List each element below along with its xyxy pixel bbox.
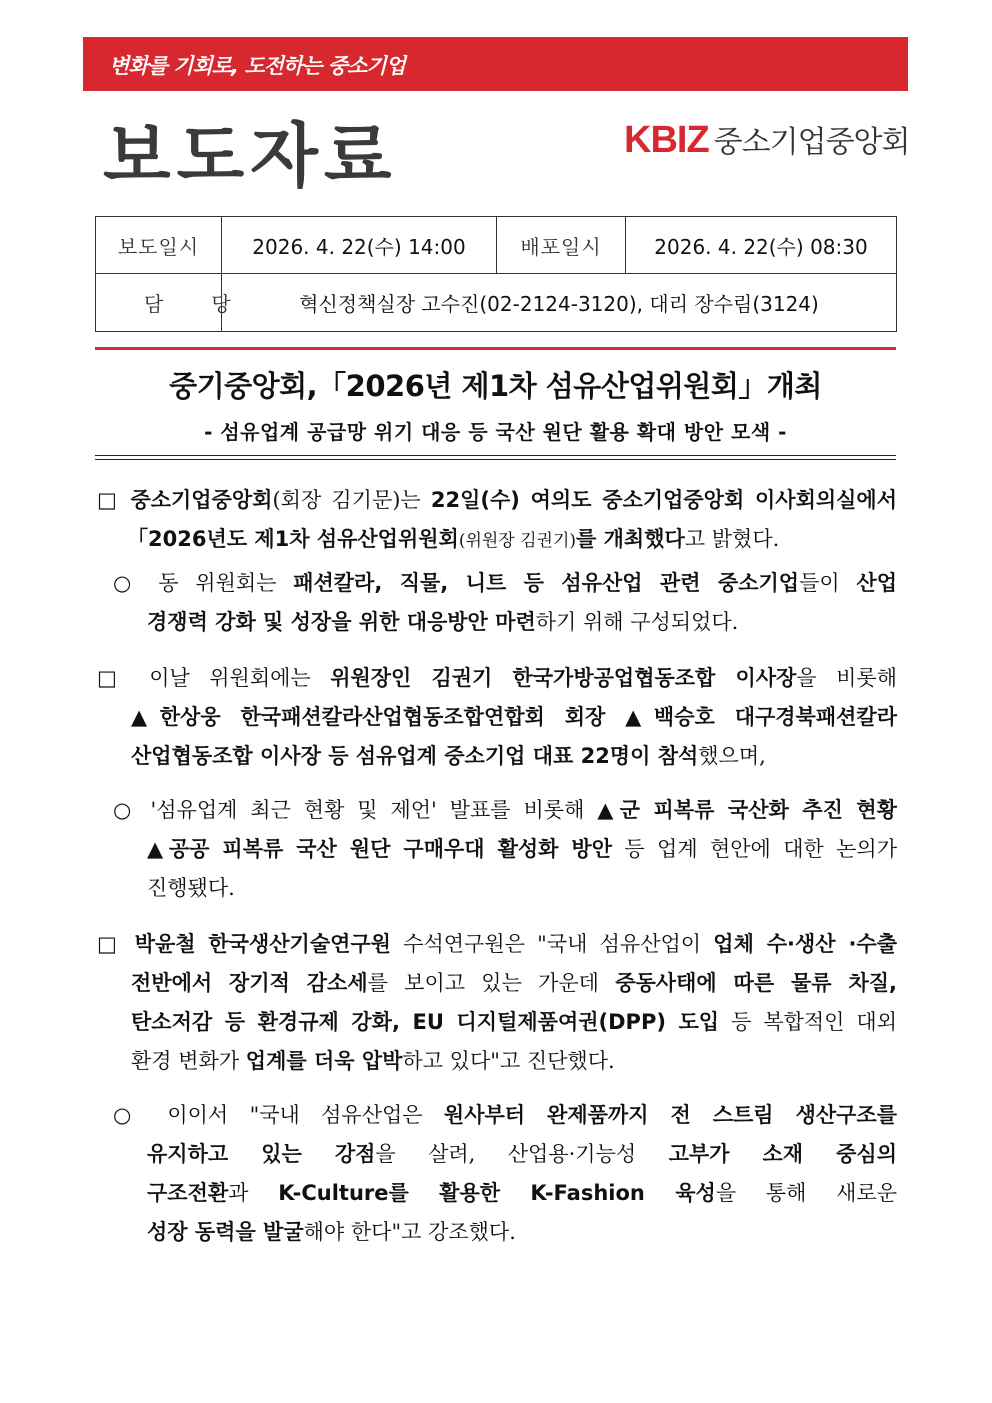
paragraph-line <box>113 564 897 603</box>
text-bold: 탄소저감 등 환경규제 강화, EU 디지털제품여권(DPP) 도입 <box>131 1010 720 1034</box>
contact-label: 담당 <box>96 274 222 332</box>
text: 을 통해 새로운 <box>715 1181 897 1205</box>
text: 고 밝혔다. <box>684 527 780 551</box>
paragraph-line <box>113 1213 897 1252</box>
text: 등 업계 현안에 대한 논의가 <box>612 837 897 861</box>
paragraph-6 <box>113 1096 897 1252</box>
text-bold: 산업 <box>856 571 897 595</box>
distribution-date-label: 배포일시 <box>497 217 626 274</box>
paragraph-line <box>97 520 897 559</box>
text-bold: 중소기업중앙회 <box>130 488 273 512</box>
text-bold: 경쟁력 강화 및 성장을 위한 대응방안 마련 <box>147 610 536 634</box>
title-top-rule <box>95 347 896 350</box>
paragraph-line <box>113 1135 897 1174</box>
paragraph-line <box>97 964 897 1003</box>
text-bold: 업체 수·생산 ·수출 <box>713 932 897 956</box>
logo-name: 중소기업중앙회 <box>713 125 910 160</box>
text-bold: 패션칼라, 직물, 니트 등 섬유산업 관련 중소기업 <box>293 571 800 595</box>
text-bold: ▲한상웅 한국패션칼라산업협동조합연합회 회장 ▲백승호 대구경북패션칼라 <box>131 705 897 729</box>
text: 을 살려, 산업용·기능성 <box>375 1142 669 1166</box>
text: '섬유업계 최근 현황 및 제언' 발표를 비롯해 <box>150 798 598 822</box>
text-bold: ▲공공 피복류 국산 원단 구매우대 활성화 방안 <box>147 837 613 861</box>
circle-bullet: ○ <box>113 1103 146 1127</box>
text: 수석연구원은 "국내 섬유산업이 <box>390 932 714 956</box>
text: 를 보이고 있는 가운데 <box>367 971 616 995</box>
text: (회장 김기문)는 <box>272 488 431 512</box>
release-date-label: 보도일시 <box>96 217 222 274</box>
release-info-table <box>95 216 897 332</box>
logo-mark: KBIZ <box>624 119 709 161</box>
text: (위원장 김권기) <box>458 531 577 551</box>
title-bottom-rule <box>95 455 896 460</box>
paragraph-line <box>113 869 897 908</box>
slogan: 변화를 기회로, 도전하는 중소기업 <box>109 54 405 78</box>
paragraph-5 <box>97 925 897 1081</box>
text: 했으며, <box>698 744 766 768</box>
circle-bullet: ○ <box>113 571 142 595</box>
text-bold: 성장 동력을 발굴 <box>147 1220 304 1244</box>
paragraph-1 <box>97 481 897 559</box>
paragraph-3 <box>97 659 897 776</box>
text-bold: 「2026년도 제1차 섬유산업위원회 <box>127 527 459 551</box>
square-bullet: □ <box>97 932 123 956</box>
text: 환경 변화가 <box>131 1049 246 1073</box>
text: 이날 위원회에는 <box>149 666 331 690</box>
paragraph-line <box>97 698 897 737</box>
text: 과 <box>228 1181 279 1205</box>
text-bold: 업계를 더욱 압박 <box>245 1049 403 1073</box>
text-bold: K-Culture를 활용한 K-Fashion 육성 <box>278 1181 716 1205</box>
text: 이이서 "국내 섬유산업은 <box>167 1103 444 1127</box>
paragraph-2 <box>113 564 897 642</box>
text: 하고 있다"고 진단했다. <box>402 1049 615 1073</box>
text-bold: 위원장인 김권기 한국가방공업협동조합 이사장 <box>330 666 797 690</box>
text-bold: 22일(수) 여의도 중소기업중앙회 이사회의실에서 <box>430 488 898 512</box>
text: 하기 위해 구성되었다. <box>535 610 739 634</box>
text-bold: 중동사태에 따른 물류 차질, <box>615 971 897 995</box>
text-bold: 산업협동조합 이사장 등 섬유업계 중소기업 대표 22명이 참석 <box>131 744 699 768</box>
header-banner <box>83 37 908 91</box>
circle-bullet: ○ <box>113 798 138 822</box>
paragraph-line <box>97 737 897 776</box>
paragraph-line <box>113 603 897 642</box>
paragraph-line <box>113 1174 897 1213</box>
text-bold: ▲군 피복류 국산화 추진 현황 <box>597 798 897 822</box>
square-bullet: □ <box>97 488 121 512</box>
paragraph-line <box>113 791 897 830</box>
paragraph-line <box>97 1042 897 1081</box>
text-bold: 원사부터 완제품까지 전 스트림 생산구조를 <box>443 1103 897 1127</box>
text-bold: 구조전환 <box>147 1181 229 1205</box>
text: 을 비롯해 <box>796 666 897 690</box>
text: 진행됐다. <box>147 876 235 900</box>
text: 동 위원회는 <box>158 571 294 595</box>
contact-value: 혁신정책실장 고수진(02-2124-3120), 대리 장수림(3124) <box>222 274 897 332</box>
headline-title: 중기중앙회,「2026년 제1차 섬유산업위원회」개최 <box>169 369 822 403</box>
kbiz-logo <box>624 117 910 162</box>
text-bold: 유지하고 있는 강점 <box>147 1142 376 1166</box>
text-bold: 를 개최했다 <box>576 527 685 551</box>
text-bold: 고부가 소재 중심의 <box>668 1142 897 1166</box>
headline-subtitle: - 섬유업계 공급망 위기 대응 등 국산 원단 활용 확대 방안 모색 - <box>204 420 787 444</box>
paragraph-line <box>113 830 897 869</box>
paragraph-line <box>97 925 897 964</box>
paragraph-line <box>97 481 897 520</box>
text-bold: 전반에서 장기적 감소세 <box>131 971 368 995</box>
text: 해야 한다"고 강조했다. <box>303 1220 516 1244</box>
document-type-title: 보도자료 <box>103 115 398 197</box>
paragraph-line <box>97 659 897 698</box>
distribution-date-value: 2026. 4. 22(수) 08:30 <box>626 217 897 274</box>
paragraph-4 <box>113 791 897 908</box>
square-bullet: □ <box>97 666 130 690</box>
text: 들이 <box>799 571 857 595</box>
text: 등 복합적인 대외 <box>719 1010 898 1034</box>
release-date-value: 2026. 4. 22(수) 14:00 <box>222 217 497 274</box>
text-bold: 박윤철 한국생산기술연구원 <box>134 932 391 956</box>
paragraph-line <box>113 1096 897 1135</box>
paragraph-line <box>97 1003 897 1042</box>
